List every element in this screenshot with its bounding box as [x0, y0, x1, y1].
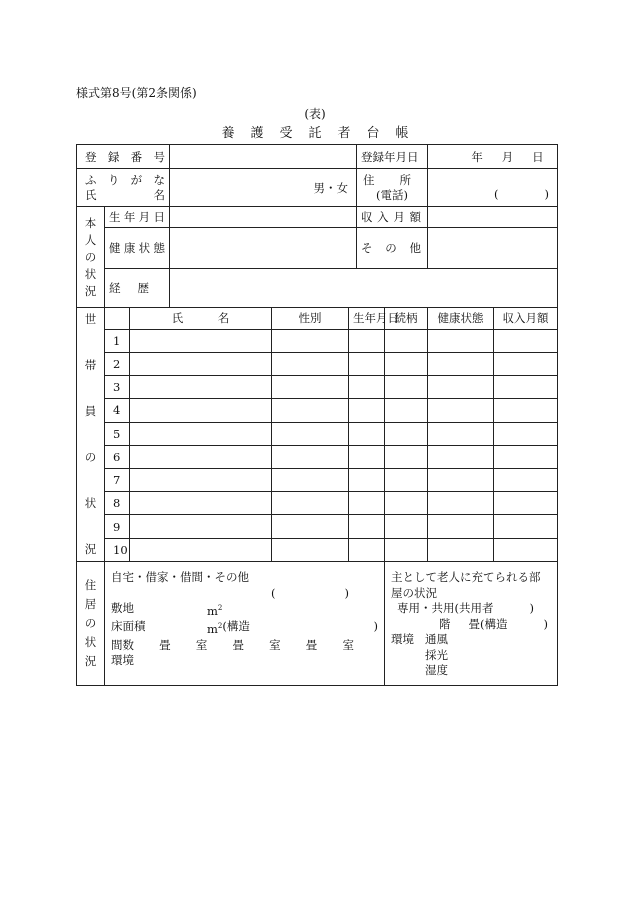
hh-birth-cell[interactable] — [349, 399, 385, 422]
housing-status-label: 住 居 の 状 況 — [77, 562, 105, 686]
income-label: 収入月額 — [361, 210, 421, 224]
site-line — [111, 601, 378, 619]
floor-label: 床面積 — [111, 619, 146, 634]
site-unit: $m^2$ — [207, 603, 223, 618]
hh-income-cell[interactable] — [494, 376, 558, 399]
hh-header-name: 氏 名 — [130, 308, 272, 330]
hh-row-number: 5 — [105, 422, 130, 445]
month-label: 月 — [501, 149, 514, 164]
vent-line — [391, 632, 551, 648]
hh-birth-cell[interactable] — [349, 515, 385, 538]
struct-close: ) — [543, 616, 548, 631]
floor-unit: $m^2$ — [207, 622, 223, 637]
site-label: 敷地 — [111, 601, 134, 615]
reg-date-label: 登録年月日 — [361, 149, 419, 164]
hh-sex-cell[interactable] — [272, 468, 349, 491]
hh-birth-cell[interactable] — [349, 538, 385, 561]
hh-header-relation: 続柄 — [385, 308, 428, 330]
other-label-cell — [357, 228, 428, 269]
hh-row-number: 9 — [105, 515, 130, 538]
reg-no-label: 登録番号 — [85, 149, 165, 164]
floor-struct-line — [391, 617, 551, 633]
vent-label: 通風 — [425, 632, 448, 646]
hh-sex-cell[interactable] — [272, 422, 349, 445]
tatami-label: 畳 — [305, 637, 318, 652]
floor-level-label: 階 — [439, 616, 451, 631]
hh-name-cell[interactable] — [130, 329, 272, 352]
hh-birth-cell[interactable] — [349, 329, 385, 352]
hh-income-cell[interactable] — [494, 445, 558, 468]
env-label: 環境 — [111, 653, 134, 668]
room-label: 室 — [269, 637, 281, 652]
hh-birth-cell[interactable] — [349, 468, 385, 491]
title-char: 受 — [279, 126, 293, 141]
name-field[interactable] — [170, 169, 357, 207]
hh-row-number: 2 — [105, 352, 130, 375]
person-status-label: 本 人 の 状 況 — [77, 207, 105, 308]
hh-birth-cell[interactable] — [349, 492, 385, 515]
hh-row-number: 1 — [105, 329, 130, 352]
floor-line — [111, 619, 378, 637]
sex-options[interactable]: 男・女 — [313, 180, 348, 195]
tatami-label: 畳 — [159, 637, 171, 652]
hh-name-cell[interactable] — [130, 445, 272, 468]
hh-no-header — [105, 308, 130, 330]
hh-health-cell[interactable] — [428, 422, 494, 445]
hh-health-cell[interactable] — [428, 399, 494, 422]
hh-health-cell[interactable] — [428, 376, 494, 399]
hh-row-number: 4 — [105, 399, 130, 422]
structure-close: ) — [373, 619, 378, 634]
hh-name-cell[interactable] — [130, 492, 272, 515]
hh-relation-cell[interactable] — [385, 538, 428, 561]
other-label: その他 — [361, 241, 421, 255]
hh-income-cell[interactable] — [494, 492, 558, 515]
hh-relation-cell[interactable] — [385, 422, 428, 445]
hh-birth-cell[interactable] — [349, 352, 385, 375]
address-field[interactable] — [428, 169, 558, 207]
hh-relation-cell[interactable] — [385, 329, 428, 352]
hh-sex-cell[interactable] — [272, 399, 349, 422]
address-label-cell — [357, 169, 428, 207]
hh-row-number: 3 — [105, 376, 130, 399]
health-field[interactable] — [170, 228, 357, 269]
housing-left[interactable] — [105, 562, 385, 686]
birth-field[interactable] — [170, 207, 357, 228]
hh-relation-cell[interactable] — [385, 468, 428, 491]
env-label-right: 環境 — [391, 632, 414, 646]
hh-sex-cell[interactable] — [272, 538, 349, 561]
title-char: 養 — [221, 126, 235, 141]
usage-close: ) — [529, 601, 534, 615]
hh-name-cell[interactable] — [130, 468, 272, 491]
tatami-struct-label: 畳(構造 — [468, 616, 508, 631]
hh-sex-cell[interactable] — [272, 492, 349, 515]
hh-header-health: 健康状態 — [428, 308, 494, 330]
room-label: 室 — [342, 637, 354, 652]
humid-label: 湿度 — [425, 663, 448, 677]
hh-relation-cell[interactable] — [385, 399, 428, 422]
hh-relation-cell[interactable] — [385, 492, 428, 515]
form-title — [0, 122, 630, 141]
address-label: 住 所 — [363, 172, 411, 187]
hh-name-cell[interactable] — [130, 422, 272, 445]
hh-relation-cell[interactable] — [385, 515, 428, 538]
hh-income-cell[interactable] — [494, 538, 558, 561]
housing-type[interactable]: 自宅・借家・借間・その他 — [111, 570, 249, 584]
rooms-line — [111, 638, 378, 654]
elder-room-title: 主として老人に充てられる部屋の状況 — [391, 570, 541, 600]
title-char: 者 — [337, 126, 351, 141]
hh-income-cell[interactable] — [494, 515, 558, 538]
hh-income-cell[interactable] — [494, 422, 558, 445]
form-number: 様式第8号(第2条関係) — [76, 86, 197, 100]
title-char: 護 — [250, 126, 264, 141]
hh-sex-cell[interactable] — [272, 515, 349, 538]
hh-health-cell[interactable] — [428, 352, 494, 375]
health-label: 健康状態 — [109, 241, 165, 255]
usage-label[interactable]: 専用・共用(共用者 — [397, 601, 494, 615]
hh-relation-cell[interactable] — [385, 352, 428, 375]
income-label-cell — [357, 207, 428, 228]
household-status-label: 世 帯 員 の 状 況 — [77, 308, 105, 562]
hh-health-cell[interactable] — [428, 538, 494, 561]
other-field[interactable] — [428, 228, 558, 269]
name-label-cell — [77, 169, 170, 207]
hh-header-income: 収入月額 — [494, 308, 558, 330]
hh-sex-cell[interactable] — [272, 376, 349, 399]
furigana-label: ふりがな — [85, 172, 165, 187]
hh-header-birth: 生年月日 — [349, 308, 385, 330]
hh-header-sex: 性別 — [272, 308, 349, 330]
hh-name-cell[interactable] — [130, 538, 272, 561]
hh-name-cell[interactable] — [130, 352, 272, 375]
hh-health-cell[interactable] — [428, 515, 494, 538]
side-label: (表) — [304, 107, 326, 121]
health-label-cell — [105, 228, 170, 269]
title-char: 台 — [366, 126, 380, 141]
room-label: 室 — [195, 637, 208, 652]
hh-health-cell[interactable] — [428, 492, 494, 515]
phone-paren: ( ) — [494, 187, 549, 201]
hh-sex-cell[interactable] — [272, 445, 349, 468]
hh-health-cell[interactable] — [428, 468, 494, 491]
hh-birth-cell[interactable] — [349, 422, 385, 445]
hh-row-number: 10 — [105, 538, 130, 561]
hh-income-cell[interactable] — [494, 399, 558, 422]
name-label: 氏 名 — [85, 187, 165, 202]
history-field[interactable] — [170, 269, 558, 308]
hh-name-cell[interactable] — [130, 515, 272, 538]
hh-relation-cell[interactable] — [385, 445, 428, 468]
light-label: 採光 — [425, 647, 448, 662]
tatami-label: 畳 — [232, 637, 244, 652]
day-label: 日 — [532, 149, 544, 164]
hh-row-number: 8 — [105, 492, 130, 515]
hh-income-cell[interactable] — [494, 329, 558, 352]
title-char: 託 — [308, 126, 322, 141]
reg-no-field[interactable] — [170, 145, 357, 169]
hh-row-number: 6 — [105, 445, 130, 468]
reg-date-label-cell — [357, 145, 428, 169]
hh-name-cell[interactable] — [130, 376, 272, 399]
year-label: 年 — [471, 149, 483, 164]
history-label: 経 歴 — [109, 281, 149, 295]
phone-label: (電話) — [376, 187, 408, 202]
hh-relation-cell[interactable] — [385, 376, 428, 399]
hh-income-cell[interactable] — [494, 352, 558, 375]
hh-health-cell[interactable] — [428, 329, 494, 352]
housing-type-paren: ( ) — [271, 585, 349, 600]
hh-row-number: 7 — [105, 468, 130, 491]
hh-birth-cell[interactable] — [349, 445, 385, 468]
title-char: 帳 — [395, 126, 409, 141]
income-field[interactable] — [428, 207, 558, 228]
hh-health-cell[interactable] — [428, 445, 494, 468]
birth-label: 生年月日 — [109, 210, 165, 224]
structure-label: (構造 — [222, 619, 250, 634]
usage-line — [391, 601, 551, 617]
hh-income-cell[interactable] — [494, 468, 558, 491]
hh-birth-cell[interactable] — [349, 376, 385, 399]
reg-no-label-cell — [77, 145, 170, 169]
hh-sex-cell[interactable] — [272, 352, 349, 375]
history-label-cell — [105, 269, 170, 308]
reg-date-field[interactable] — [428, 145, 558, 169]
birth-label-cell — [105, 207, 170, 228]
rooms-label: 間数 — [111, 637, 134, 652]
registry-table — [76, 144, 558, 686]
hh-name-cell[interactable] — [130, 399, 272, 422]
housing-right[interactable] — [385, 562, 558, 686]
hh-sex-cell[interactable] — [272, 329, 349, 352]
